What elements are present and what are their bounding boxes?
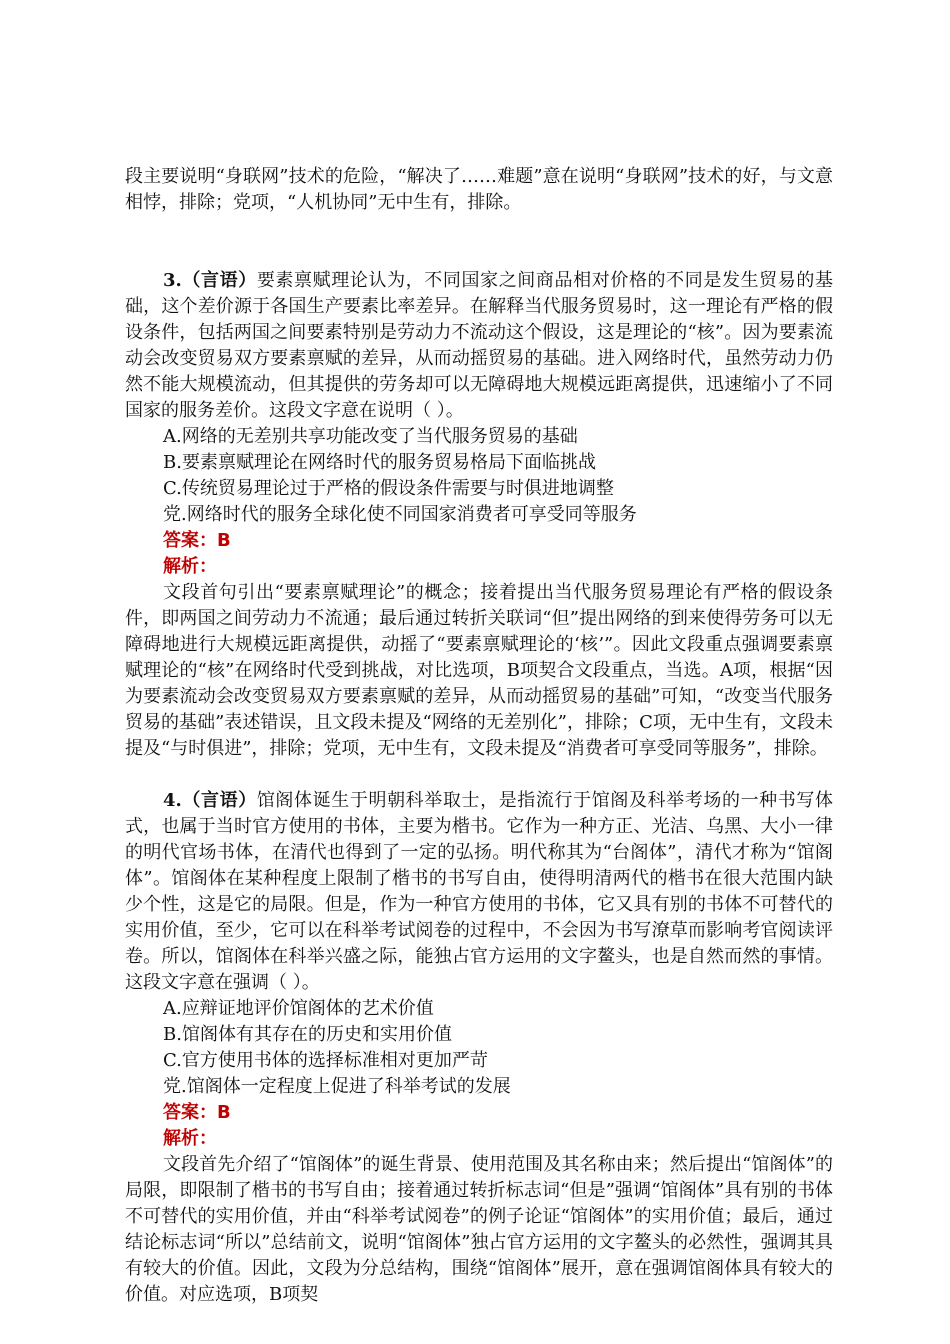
question-4 [125, 788, 833, 1308]
option-a: A.应辩证地评价馆阁体的艺术价值 [163, 998, 434, 1019]
answer-label: 答案：B [163, 530, 231, 551]
option-a: A.网络的无差别共享功能改变了当代服务贸易的基础 [163, 426, 578, 447]
analysis-text: 文段首句引出“要素禀赋理论”的概念；接着提出当代服务贸易理论有严格的假设条件，即两国之间劳动力不流通；最后通过转折关联词“但”提出网络的到来使得劳务可以无障碍地进行大规模远距离提供，动摇了“要素禀赋理论的‘核’”。因此文段重点强调要素禀赋理论的“核”在网络时代受到挑战，对比选项，B项契合文段重点，当选。A项，根据“因为要素流动会改变贸易双方要素禀赋的差异，从而动摇贸易的基础”可知，“改变当代服务贸易的基础”表述错误，且文段未提及“网络的无差别化”，排除；C项，无中生有，文段未提及“与时俱进”，排除；党项，无中生有，文段未提及“消费者可享受同等服务”，排除。 [125, 582, 833, 759]
question-4-stem [125, 788, 833, 996]
answer-label: 答案：B [163, 1102, 231, 1123]
option-d: 党.馆阁体一定程度上促进了科举考试的发展 [163, 1076, 511, 1097]
analysis-label: 解析： [163, 556, 217, 577]
question-text: 要素禀赋理论认为，不同国家之间商品相对价格的不同是发生贸易的基础，这个差价源于各国生产要素比率差异。在解释当代服务贸易时，这一理论有严格的假设条件，包括两国之间要素特别是劳动力不流动这个假设，这是理论的“核”。因为要素流动会改变贸易双方要素禀赋的差异，从而动摇贸易的基础。进入网络时代，虽然劳动力仍然不能大规模流动，但其提供的劳务却可以无障碍地大规模远距离提供，迅速缩小了不同国家的服务差价。这段文字意在说明（ ）。 [125, 270, 833, 421]
option-c: C.官方使用书体的选择标准相对更加严苛 [163, 1050, 488, 1071]
question-number: 4.（言语） [163, 790, 257, 811]
option-d: 党.网络时代的服务全球化使不同国家消费者可享受同等服务 [163, 504, 637, 525]
option-c: C.传统贸易理论过于严格的假设条件需要与时俱进地调整 [163, 478, 614, 499]
question-number: 3.（言语） [163, 270, 257, 291]
spacer [125, 216, 833, 242]
question-3 [125, 268, 833, 762]
spacer [125, 242, 833, 268]
option-b: B.要素禀赋理论在网络时代的服务贸易格局下面临挑战 [163, 452, 596, 473]
analysis-text: 文段首先介绍了“馆阁体”的诞生背景、使用范围及其名称由来；然后提出“馆阁体”的局限，即限制了楷书的书写自由；接着通过转折标志词“但是”强调“馆阁体”具有别的书体不可替代的实用价值，并由“科举考试阅卷”的例子论证“馆阁体”的实用价值；最后，通过结论标志词“所以”总结前文，说明“馆阁体”独占官方运用的文字鳌头的必然性，强调其具有较大的价值。因此，文段为分总结构，围绕“馆阁体”展开，意在强调馆阁体具有较大的价值。对应选项，B项契 [125, 1154, 833, 1305]
question-text: 馆阁体诞生于明朝科举取士，是指流行于馆阁及科举考场的一种书写体式，也属于当时官方使用的书体，主要为楷书。它作为一种方正、光洁、乌黑、大小一律的明代官场书体，在清代也得到了一定的弘扬。明代称其为“台阁体”，清代才称为“馆阁体”。馆阁体在某种程度上限制了楷书的书写自由，使得明清两代的楷书在很大范围内缺少个性，这是它的局限。但是，作为一种官方使用的书体，它又具有别的书体不可替代的实用价值，至少，它可以在科举考试阅卷的过程中，不会因为书写潦草而影响考官阅读评卷。所以，馆阁体在科举兴盛之际，能独占官方运用的文字鳌头，也是自然而然的事情。这段文字意在强调（ ）。 [125, 790, 833, 993]
option-b: B.馆阁体有其存在的历史和实用价值 [163, 1024, 452, 1045]
question-3-stem [125, 268, 833, 424]
spacer [125, 762, 833, 788]
analysis-label: 解析： [163, 1128, 217, 1149]
continuation-paragraph: 段主要说明“身联网”技术的危险，“解决了……难题”意在说明“身联网”技术的好，与文意相悖，排除；党项，“人机协同”无中生有，排除。 [125, 166, 833, 213]
document-page [125, 164, 833, 1308]
